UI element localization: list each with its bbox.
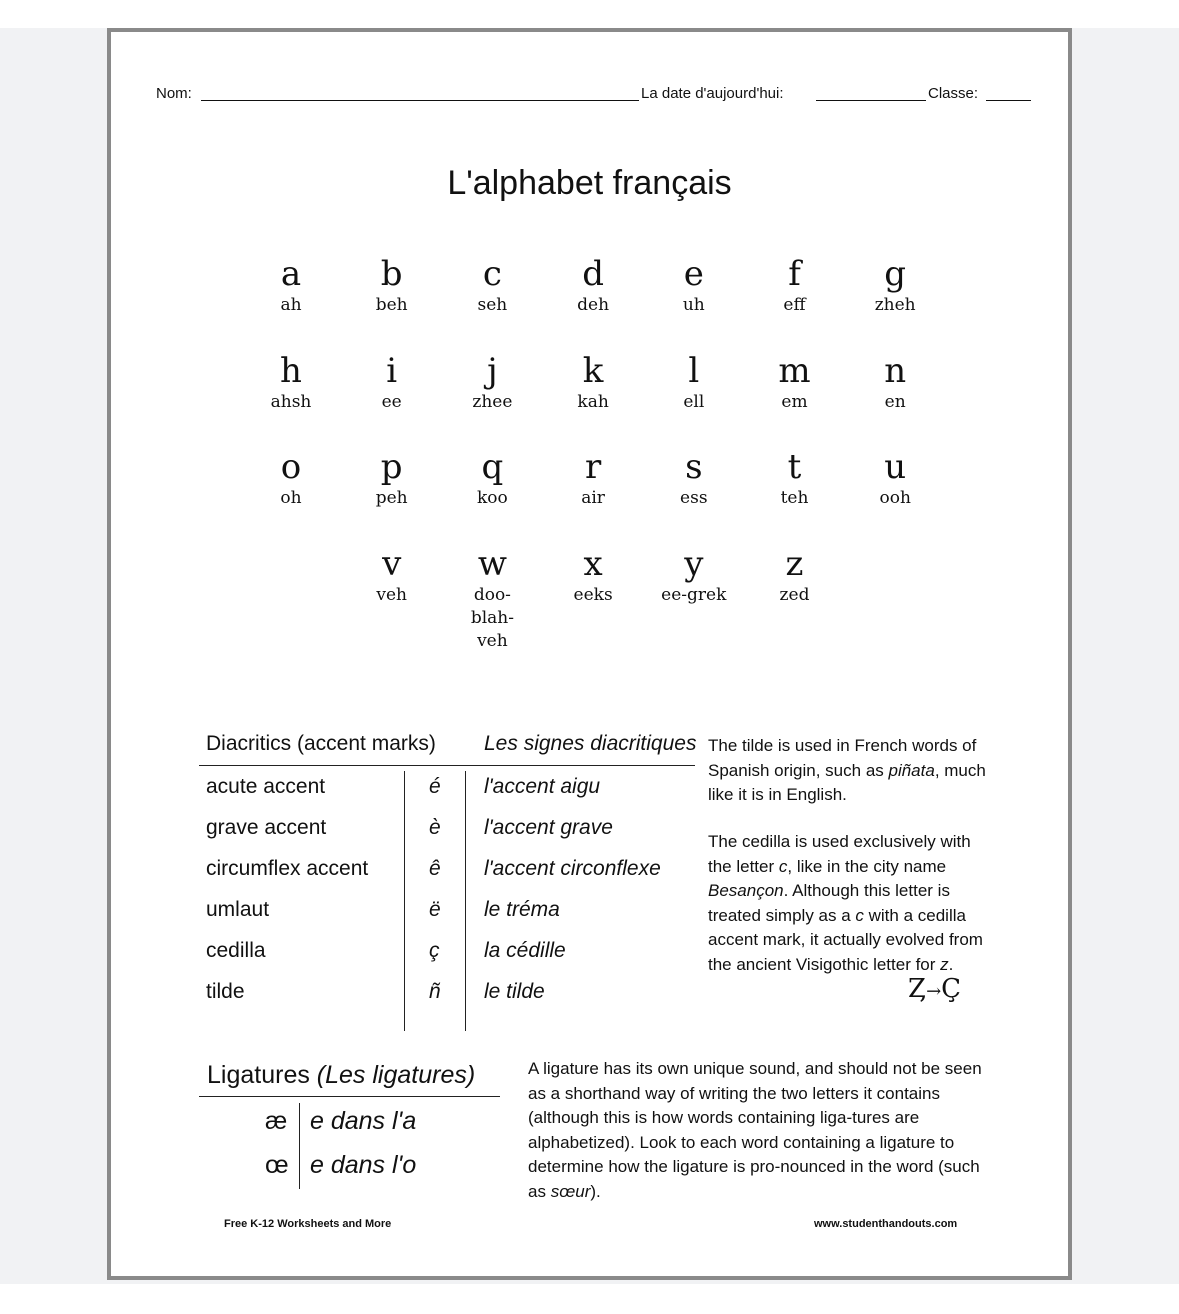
alphabet-letter: p xyxy=(380,447,403,487)
page-title: L'alphabet français xyxy=(447,164,732,202)
alphabet-cell xyxy=(847,254,943,317)
diacritics-heading-en: Diacritics (accent marks) xyxy=(206,732,436,755)
diacritic-mark: ë xyxy=(429,898,441,921)
alphabet-letter: t xyxy=(787,447,802,487)
alphabet-cell xyxy=(847,447,943,510)
alphabet-letter: y xyxy=(684,543,704,584)
alphabet-cell xyxy=(243,447,339,510)
alphabet-letter: v xyxy=(382,543,402,584)
alphabet-pronunciation: veh xyxy=(376,584,407,605)
diacritic-name-fr: l'accent aigu xyxy=(484,775,601,798)
alphabet-letter: u xyxy=(884,447,907,487)
alphabet-pronunciation: zed xyxy=(779,584,810,605)
ligature-meaning: e dans l'a xyxy=(310,1107,417,1135)
diacritic-name-en: tilde xyxy=(206,980,245,1003)
alphabet-pronunciation: seh xyxy=(477,295,508,315)
alphabet-pronunciation: en xyxy=(884,391,906,412)
diacritic-row xyxy=(199,767,693,808)
alphabet-letter: h xyxy=(280,350,302,391)
alphabet-cell xyxy=(847,351,943,414)
alphabet-pronunciation: koo xyxy=(477,488,508,508)
c-cedilla-glyph: Ç xyxy=(941,974,962,1004)
ligature-glyph: æ xyxy=(265,1107,288,1135)
alphabet-cell xyxy=(545,544,641,607)
alphabet-pronunciation: zheh xyxy=(874,295,916,315)
name-label: Nom: xyxy=(156,85,192,102)
alphabet-pronunciation: ess xyxy=(680,488,708,508)
diacritic-mark: ñ xyxy=(429,980,441,1003)
alphabet-cell xyxy=(646,544,742,607)
alphabet-pronunciation: ahsh xyxy=(270,391,312,412)
alphabet-cell xyxy=(646,447,742,510)
diacritics-rule xyxy=(199,765,695,766)
alphabet-letter: g xyxy=(884,254,907,294)
alphabet-pronunciation: oh xyxy=(280,488,302,508)
alphabet-pronunciation: uh xyxy=(682,295,705,315)
ligature-note: A ligature has its own unique sound, and should not be seen as a shorthand way of writing the two letters it contains (although this is how words containing liga-tures are alphabetized). Look to each word containing a ligature to determine how the ligature is pro-nounced in the word (such as sœur). xyxy=(528,1059,982,1201)
alphabet-cell xyxy=(344,351,440,414)
diacritic-name-en: circumflex accent xyxy=(206,857,369,880)
class-blank[interactable] xyxy=(986,100,1031,101)
alphabet-letter: a xyxy=(280,254,302,294)
alphabet-letter: d xyxy=(582,254,604,294)
name-blank[interactable] xyxy=(201,100,639,101)
alphabet-cell xyxy=(344,254,440,317)
ligatures-rule xyxy=(199,1096,500,1097)
diacritics-heading-fr: Les signes diacritiques xyxy=(484,732,697,755)
alphabet-cell xyxy=(545,447,641,510)
alphabet-letter: f xyxy=(788,254,801,294)
alphabet-letter: z xyxy=(785,543,804,584)
diacritic-mark: é xyxy=(429,775,441,798)
diacritic-name-fr: la cédille xyxy=(484,939,566,962)
alphabet-letter: q xyxy=(481,447,504,487)
arrow-icon: → xyxy=(926,981,942,1002)
alphabet-cell xyxy=(444,447,540,510)
alphabet-cell xyxy=(444,254,540,317)
alphabet-letter: b xyxy=(380,254,403,294)
alphabet-pronunciation: kah xyxy=(577,391,609,412)
diacritic-mark: è xyxy=(429,816,441,839)
alphabet-cell xyxy=(747,351,843,414)
class-label: Classe: xyxy=(928,85,979,102)
diacritic-name-fr: le tréma xyxy=(484,898,560,921)
diacritic-name-fr: l'accent circonflexe xyxy=(484,857,661,880)
alphabet-pronunciation: em xyxy=(781,391,808,412)
alphabet-cell xyxy=(646,351,742,414)
alphabet-pronunciation: air xyxy=(581,488,605,508)
diacritic-mark: ê xyxy=(429,857,441,880)
alphabet-cell xyxy=(444,544,540,653)
alphabet-cell xyxy=(243,254,339,317)
diacritic-row xyxy=(199,849,693,890)
alphabet-pronunciation: ee xyxy=(381,391,402,412)
alphabet-pronunciation: ell xyxy=(683,391,705,412)
alphabet-cell xyxy=(747,544,843,607)
alphabet-letter: s xyxy=(685,447,703,487)
footer-left: Free K-12 Worksheets and More xyxy=(224,1218,392,1230)
diacritic-row xyxy=(199,931,693,972)
alphabet-letter: c xyxy=(482,254,502,294)
alphabet-letter: m xyxy=(778,350,811,391)
alphabet-cell xyxy=(545,351,641,414)
ligatures-divider xyxy=(299,1103,300,1189)
alphabet-pronunciation: deh xyxy=(577,295,610,315)
alphabet-letter: i xyxy=(386,350,398,391)
cedilla-note: The cedilla is used exclusively with the letter c, like in the city name Besançon. Although this letter is treated simply as a c with a cedilla accent mark, it actually evolved from the ancient Visigothic letter for z. xyxy=(708,832,983,974)
diacritic-row xyxy=(199,972,693,1013)
alphabet-cell xyxy=(444,351,540,414)
alphabet-cell xyxy=(646,254,742,317)
tilde-note: The tilde is used in French words of Spanish origin, such as piñata, much like it is in English. xyxy=(708,736,986,804)
cedilla-evolution xyxy=(908,974,961,1004)
alphabet-pronunciation: zhee xyxy=(472,391,513,412)
diacritic-name-en: umlaut xyxy=(206,898,270,921)
ligature-meaning: e dans l'o xyxy=(310,1151,417,1179)
alphabet-pronunciation: beh xyxy=(375,295,408,315)
alphabet-cell xyxy=(747,254,843,317)
alphabet-letter: o xyxy=(280,447,302,487)
alphabet-pronunciation: teh xyxy=(780,488,809,508)
diacritic-name-en: grave accent xyxy=(206,816,327,839)
alphabet-letter: n xyxy=(884,350,907,391)
alphabet-cell xyxy=(747,447,843,510)
header-fields xyxy=(156,82,1031,104)
alphabet-letter: x xyxy=(583,543,603,584)
date-label: La date d'aujourd'hui: xyxy=(641,85,784,102)
ligatures-heading: Ligatures (Les ligatures) xyxy=(207,1061,476,1089)
alphabet-cell xyxy=(344,544,440,607)
alphabet-cell xyxy=(344,447,440,510)
diacritic-name-fr: le tilde xyxy=(484,980,545,1003)
diacritic-mark: ç xyxy=(429,939,440,962)
alphabet-letter: r xyxy=(584,447,602,487)
alphabet-letter: k xyxy=(582,350,604,391)
diacritic-row xyxy=(199,808,693,849)
alphabet-pronunciation: ooh xyxy=(879,488,911,508)
diacritic-name-fr: l'accent grave xyxy=(484,816,613,839)
alphabet-pronunciation: peh xyxy=(375,488,408,508)
diacritic-name-en: cedilla xyxy=(206,939,266,962)
alphabet-cell xyxy=(545,254,641,317)
alphabet-letter: l xyxy=(688,350,700,391)
date-blank[interactable] xyxy=(816,100,926,101)
diacritic-row xyxy=(199,890,693,931)
alphabet-letter: e xyxy=(683,254,704,294)
alphabet-pronunciation: eff xyxy=(783,295,806,315)
visigothic-z-glyph: Ȥ xyxy=(908,974,927,1004)
footer-right: www.studenthandouts.com xyxy=(814,1218,958,1230)
worksheet-page xyxy=(107,28,1072,1280)
alphabet-pronunciation: ah xyxy=(280,295,302,315)
alphabet-letter: j xyxy=(487,350,498,391)
alphabet-pronunciation: doo- blah- veh xyxy=(470,584,514,651)
alphabet-cell xyxy=(243,351,339,414)
alphabet-pronunciation: ee-grek xyxy=(661,584,727,605)
alphabet-pronunciation: eeks xyxy=(573,584,613,605)
ligature-glyph: œ xyxy=(265,1151,289,1179)
diacritic-name-en: acute accent xyxy=(206,775,326,798)
alphabet-letter: w xyxy=(477,543,507,584)
